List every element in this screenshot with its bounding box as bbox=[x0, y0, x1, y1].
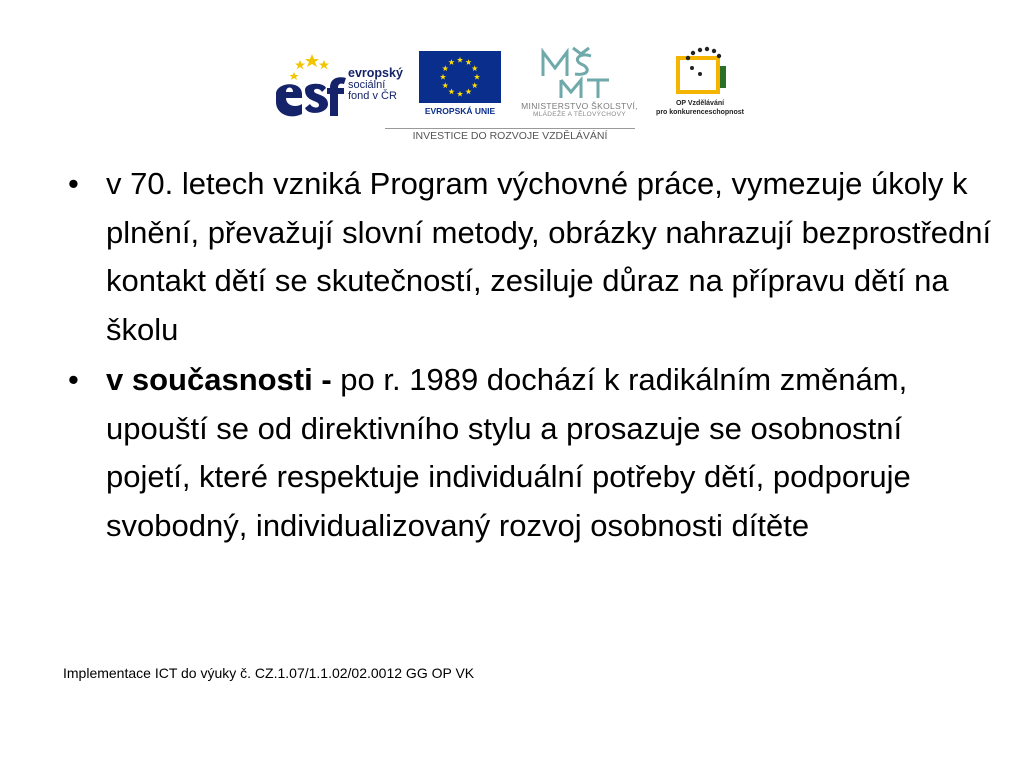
eu-flag-icon bbox=[418, 50, 502, 104]
logo-strip bbox=[0, 0, 1024, 150]
esf-mark-icon bbox=[272, 50, 348, 122]
esf-text bbox=[348, 68, 403, 103]
bullet-marker: • bbox=[68, 166, 79, 201]
bullet-text: po r. 1989 dochází k radikálním změnám, upouští se od direktivního stylu a prosazuje se osobnostní pojetí, které respektuje individuální potřeby dětí, podporuje svobodný, individualizovaný rozvoj osobnosti dítěte bbox=[106, 362, 911, 543]
bullet-text: v 70. letech vzniká Program výchovné práce, vymezuje úkoly k plnění, převažují slovní metody, obrázky nahrazují bezprostřední kontakt dětí se skutečností, zesiluje důraz na přípravu dětí na školu bbox=[106, 166, 992, 347]
msmt-logo bbox=[507, 46, 652, 122]
slide-content bbox=[62, 160, 992, 550]
eu-logo bbox=[418, 50, 502, 122]
footer-text: Implementace ICT do výuky č. CZ.1.07/1.1.02/02.0012 GG OP VK bbox=[63, 665, 475, 681]
bullet-bold-lead: v současnosti - bbox=[106, 362, 332, 397]
opvk-logo bbox=[652, 44, 748, 124]
msmt-line1: MINISTERSTVO ŠKOLSTVÍ, bbox=[521, 101, 638, 111]
tagline-divider bbox=[385, 128, 635, 129]
eu-label: EVROPSKÁ UNIE bbox=[424, 106, 496, 116]
opvk-mark-icon bbox=[670, 44, 730, 100]
opvk-line2: pro konkurenceschopnost bbox=[656, 109, 744, 116]
opvk-line1: OP Vzdělávání bbox=[675, 100, 725, 107]
msmt-mark-icon bbox=[539, 46, 619, 100]
esf-logo bbox=[272, 50, 412, 122]
esf-line1: evropský bbox=[348, 66, 403, 80]
tagline: INVESTICE DO ROZVOJE VZDĚLÁVÁNÍ bbox=[412, 130, 608, 142]
msmt-line2: MLÁDEŽE A TĚLOVÝCHOVY bbox=[533, 111, 626, 118]
esf-line2: sociální bbox=[348, 78, 386, 91]
bullet-item-1 bbox=[62, 160, 992, 354]
esf-line3: fond v ČR bbox=[348, 90, 397, 102]
bullet-marker: • bbox=[68, 362, 79, 397]
bullet-item-2 bbox=[62, 356, 992, 550]
